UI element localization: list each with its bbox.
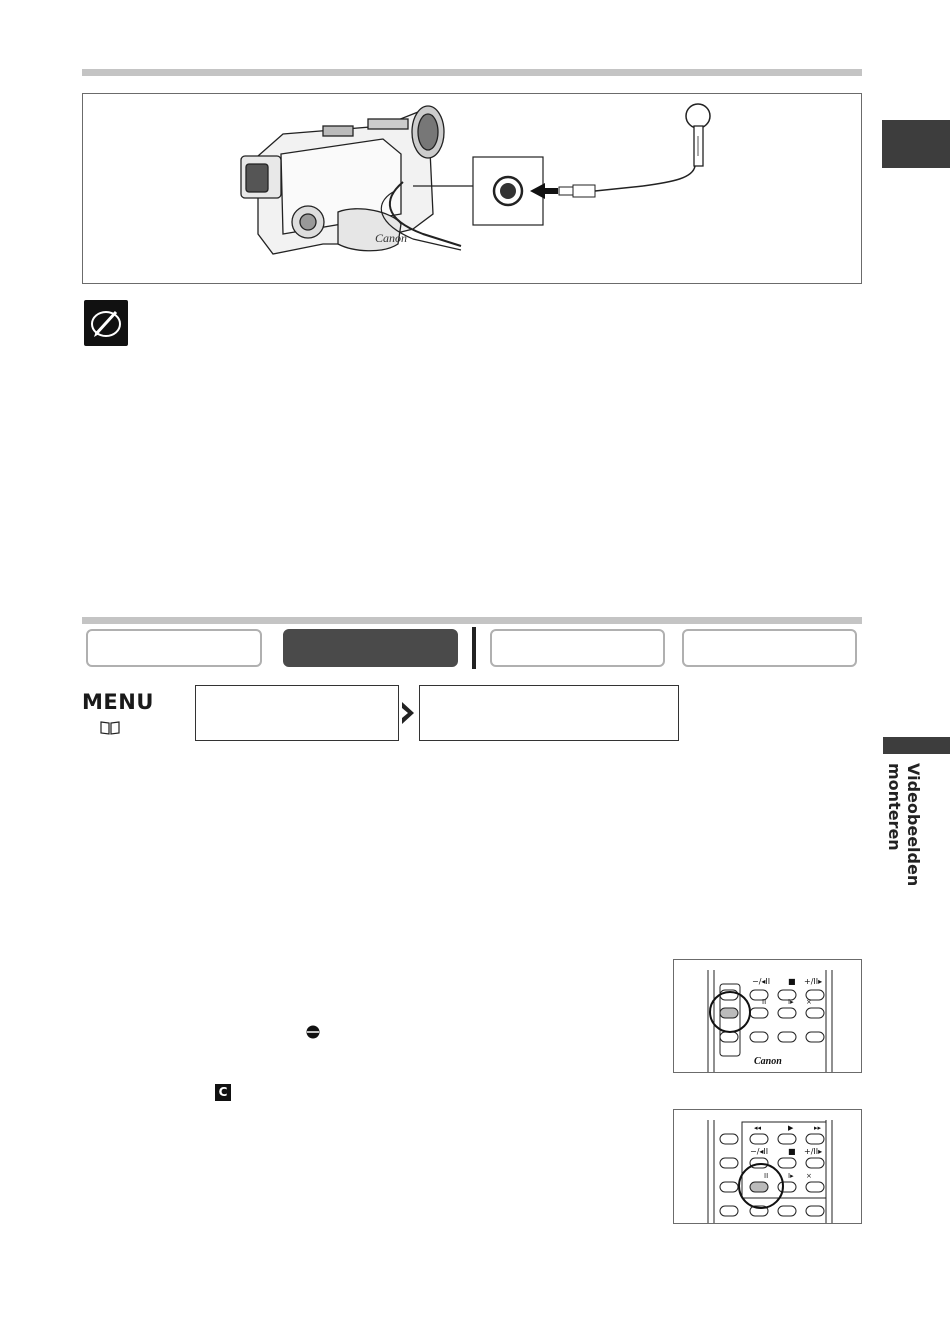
svg-text:−/◂II: −/◂II — [750, 1147, 769, 1156]
svg-text:I▸: I▸ — [788, 1172, 794, 1180]
svg-text:◂◂: ◂◂ — [754, 1124, 762, 1132]
chapter-tab-top — [882, 120, 950, 168]
svg-text:−/◂II: −/◂II — [752, 977, 771, 986]
menu-label: MENU — [82, 690, 154, 714]
menu-path-box-2 — [419, 685, 679, 741]
svg-text:■: ■ — [788, 1147, 796, 1156]
mode-section-rule — [82, 617, 862, 624]
mode-box-3 — [490, 629, 665, 667]
menu-path-box-1 — [195, 685, 399, 741]
mode-box-2-active — [283, 629, 458, 667]
chapter-label-line1: Videobeelden — [904, 763, 923, 887]
svg-text:I▸: I▸ — [788, 998, 794, 1006]
mode-box-4 — [682, 629, 857, 667]
book-icon — [99, 720, 121, 736]
svg-text:Canon: Canon — [375, 231, 408, 245]
chapter-label-line2: monteren — [885, 763, 904, 851]
svg-text:×: × — [806, 1172, 812, 1180]
chapter-tab-current — [883, 737, 950, 754]
chevron-right-icon — [401, 702, 415, 724]
top-section-rule — [82, 69, 862, 76]
svg-text:▶: ▶ — [788, 1124, 794, 1132]
chapter-side-label — [883, 763, 923, 893]
remote-brand-label: Canon — [754, 1056, 782, 1067]
remote-illustration-2 — [673, 1109, 862, 1224]
camcorder-microphone-illustration — [83, 94, 861, 283]
svg-text:+/II▸: +/II▸ — [804, 977, 823, 986]
svg-text:■: ■ — [788, 977, 796, 986]
record-dot-icon — [306, 1025, 320, 1039]
svg-text:II: II — [762, 998, 767, 1006]
remote-illustration-1 — [673, 959, 862, 1073]
svg-text:II: II — [764, 1172, 769, 1180]
c-symbol-icon — [215, 1084, 231, 1101]
mode-box-1 — [86, 629, 262, 667]
camcorder-illustration-frame — [82, 93, 862, 284]
pencil-note-icon — [84, 300, 128, 346]
svg-text:×: × — [806, 998, 812, 1006]
mode-separator — [472, 627, 476, 669]
svg-text:▸▸: ▸▸ — [814, 1124, 822, 1132]
c-symbol-text: C — [218, 1085, 228, 1099]
svg-text:+/II▸: +/II▸ — [804, 1147, 823, 1156]
